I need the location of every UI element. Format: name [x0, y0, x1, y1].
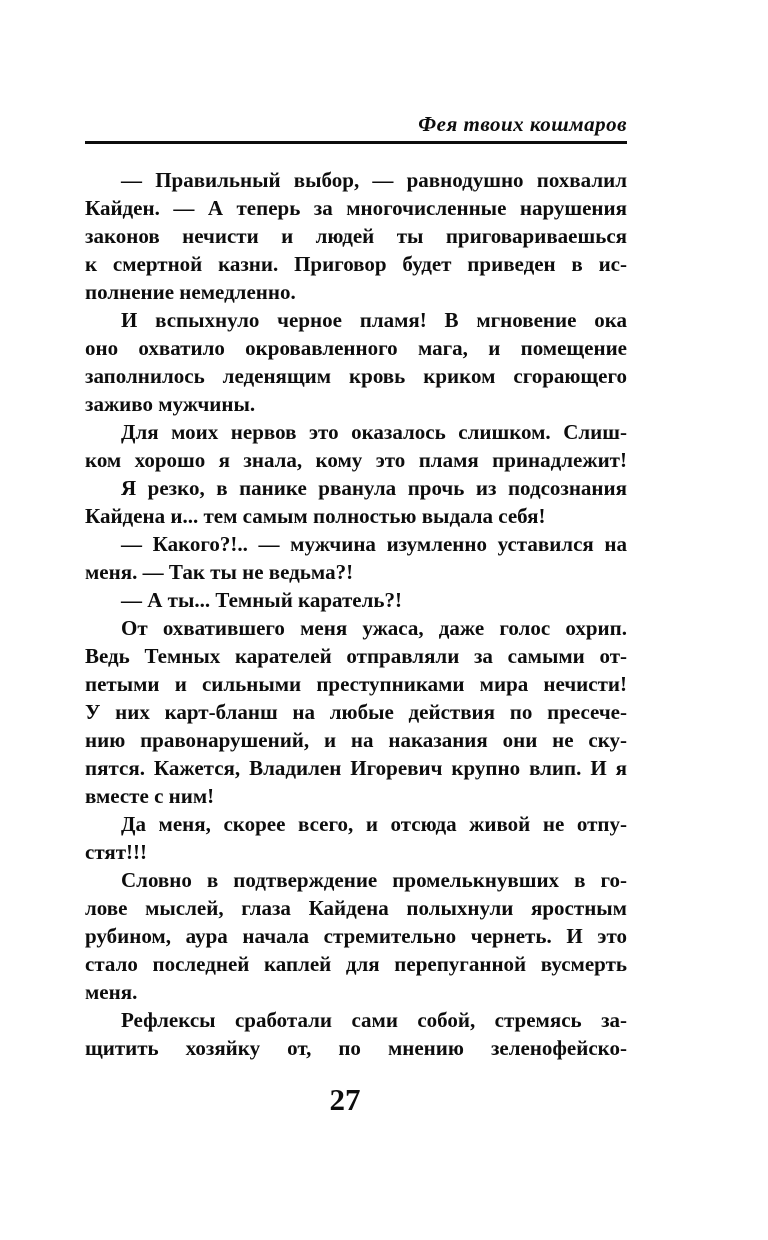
- running-header: Фея твоих кошмаров: [418, 112, 627, 136]
- text-line: щитить хозяйку от, по мнению зеленофейско-: [85, 1036, 627, 1060]
- text-line: От охватившего меня ужаса, даже голос охрип.: [121, 616, 627, 640]
- text-line: заживо мужчины.: [85, 392, 256, 416]
- text-line: ком хорошо я знала, кому это пламя принадлежит!: [85, 448, 627, 472]
- text-line: рубином, аура начала стремительно чернеть. И это: [85, 924, 627, 948]
- text-line: меня.: [85, 980, 138, 1004]
- text-line: петыми и сильными преступниками мира нечисти!: [85, 672, 627, 696]
- text-line: Кайден. — А теперь за многочисленные нарушения: [85, 196, 627, 220]
- text-line: нию правонарушений, и на наказания они не ску-: [85, 728, 627, 752]
- text-line: Рефлексы сработали сами собой, стремясь за-: [121, 1008, 627, 1032]
- text-line: оно охватило окровавленного мага, и помещение: [85, 336, 627, 360]
- text-line: лове мыслей, глаза Кайдена полыхнули яростным: [85, 896, 627, 920]
- text-line: полнение немедленно.: [85, 280, 296, 304]
- text-line: заполнилось леденящим кровь криком сгорающего: [85, 364, 627, 388]
- text-line: — Какого?!.. — мужчина изумленно уставился на: [121, 532, 627, 556]
- text-line: к смертной казни. Приговор будет приведен в ис-: [85, 252, 627, 276]
- text-line: У них карт-бланш на любые действия по пресече-: [85, 700, 627, 724]
- page-number: 27: [329, 1082, 361, 1117]
- text-line: И вспыхнуло черное пламя! В мгновение ока: [121, 308, 627, 332]
- text-line: Словно в подтверждение промелькнувших в го-: [121, 868, 627, 892]
- text-line: — А ты... Темный каратель?!: [121, 588, 402, 612]
- text-line: Я резко, в панике рванула прочь из подсознания: [121, 476, 627, 500]
- text-line: вместе с ним!: [85, 784, 215, 808]
- text-line: стало последней каплей для перепуганной вусмерть: [85, 952, 627, 976]
- text-line: законов нечисти и людей ты приговариваешься: [85, 224, 627, 248]
- text-line: Кайдена и... тем самым полностью выдала себя!: [85, 504, 546, 528]
- text-line: пятся. Кажется, Владилен Игоревич крупно влип. И я: [85, 756, 627, 780]
- text-line: меня. — Так ты не ведьма?!: [85, 560, 354, 584]
- text-line: Для моих нервов это оказалось слишком. Слиш-: [121, 420, 627, 444]
- header-rule: [85, 141, 627, 144]
- text-line: — Правильный выбор, — равнодушно похвалил: [121, 168, 627, 192]
- text-line: Ведь Темных карателей отправляли за самыми от-: [85, 644, 627, 668]
- page-text: [85, 166, 627, 1062]
- text-line: стят!!!: [85, 840, 148, 864]
- text-line: Да меня, скорее всего, и отсюда живой не отпу-: [121, 812, 627, 836]
